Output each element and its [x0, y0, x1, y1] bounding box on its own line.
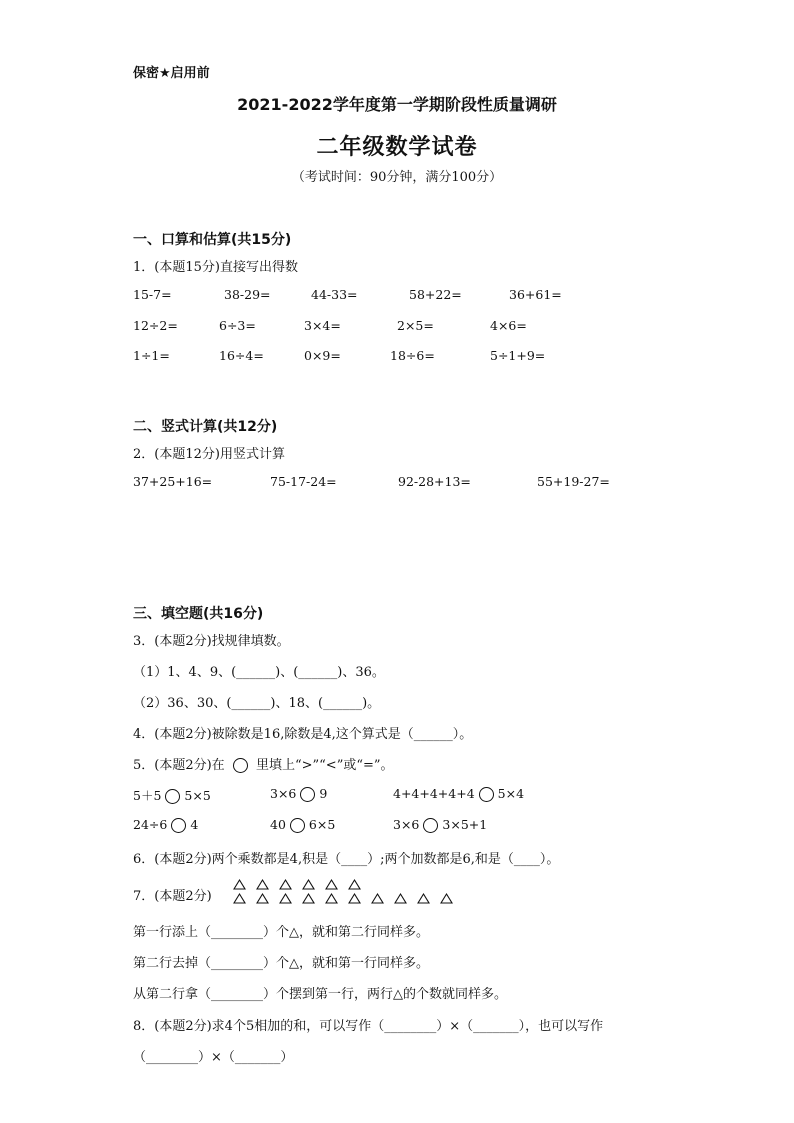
compare-right: 5×4: [497, 786, 525, 801]
vertical-calc-item: 75-17-24=: [270, 474, 337, 489]
compare-item: [133, 817, 198, 833]
row2-triangle-icon: [372, 894, 383, 903]
oral-calc-item: 15-7=: [133, 287, 172, 302]
compare-left: 3×6: [393, 817, 420, 832]
compare-right: 9: [319, 786, 328, 801]
vertical-calc-item: 55+19-27=: [537, 474, 610, 489]
section-3-title: 三、填空题(共16分): [133, 606, 264, 622]
compare-item: [270, 817, 335, 833]
oral-calc-item: 0×9=: [304, 348, 341, 363]
question-5-line: [133, 754, 394, 773]
question-1-label: 1．(本题15分)直接写出得数: [133, 260, 298, 275]
row2-triangle-icon: [257, 894, 268, 903]
question-3-label: 3．(本题2分)找规律填数。: [133, 634, 290, 649]
answer-circle[interactable]: [479, 787, 494, 802]
oral-calc-item: 44-33=: [311, 287, 358, 302]
row1-triangle-icon: [303, 880, 314, 889]
compare-left: 24÷6: [133, 817, 168, 832]
row1-triangle-icon: [280, 880, 291, 889]
row2-triangle-icon: [349, 894, 360, 903]
compare-right: 4: [190, 817, 199, 832]
compare-left: 40: [270, 817, 286, 832]
compare-right: 6×5: [308, 817, 336, 832]
section-2-title: 二、竖式计算(共12分): [133, 419, 278, 435]
row2-triangle-icon: [234, 894, 245, 903]
compare-item: [393, 786, 524, 802]
answer-circle[interactable]: [290, 818, 305, 833]
question-3-part-1: （1）1、4、9、(______)、(______)、36。: [133, 665, 385, 680]
row1-triangle-icon: [349, 880, 360, 889]
oral-calc-item: 5÷1+9=: [490, 348, 546, 363]
confidential-label: 保密★启用前: [133, 66, 210, 81]
row2-triangle-icon: [395, 894, 406, 903]
compare-left: 3×6: [270, 786, 297, 801]
compare-right: 5×5: [184, 788, 211, 803]
row2-triangle-icon: [280, 894, 291, 903]
row1-triangle-icon: [257, 880, 268, 889]
question-4: 4．(本题2分)被除数是16,除数是4,这个算式是（______）。: [133, 727, 473, 742]
row2-triangle-icon: [303, 894, 314, 903]
compare-left: 5＋5: [133, 788, 162, 803]
question-7-line-2: 第二行去掉（________）个△，就和第一行同样多。: [133, 956, 429, 971]
row1-triangle-icon: [326, 880, 337, 889]
row2-triangle-icon: [326, 894, 337, 903]
exam-title: 二年级数学试卷: [316, 135, 478, 160]
row2-triangle-icon: [418, 894, 429, 903]
row2-triangle-icon: [441, 894, 452, 903]
oral-calc-item: 4×6=: [490, 318, 527, 333]
answer-circle[interactable]: [171, 818, 186, 833]
question-7-line-1: 第一行添上（________）个△，就和第二行同样多。: [133, 925, 429, 940]
answer-circle[interactable]: [165, 789, 180, 804]
question-6: 6．(本题2分)两个乘数都是4,积是（____）;两个加数都是6,和是（____）。: [133, 852, 560, 867]
question-7-line-3: 从第二行拿（________）个摆到第一行，两行△的个数就同样多。: [133, 987, 507, 1002]
exam-heading: 2021-2022学年度第一学期阶段性质量调研: [237, 95, 557, 114]
oral-calc-item: 3×4=: [304, 318, 341, 333]
question-8-line-1: 8．(本题2分)求4个5相加的和，可以写作（________）×（_______），也可以写作: [133, 1019, 604, 1034]
vertical-calc-item: 37+25+16=: [133, 474, 213, 489]
compare-item: [133, 786, 211, 804]
question-7-label: 7．(本题2分): [133, 889, 212, 904]
oral-calc-item: 18÷6=: [390, 348, 435, 363]
oral-calc-item: 1÷1=: [133, 348, 170, 363]
oral-calc-item: 36+61=: [509, 287, 562, 302]
oral-calc-item: 2×5=: [397, 318, 434, 333]
oral-calc-item: 6÷3=: [219, 318, 256, 333]
triangle-rows: [230, 877, 470, 907]
section-1-title: 一、口算和估算(共15分): [133, 232, 292, 248]
compare-right: 3×5+1: [442, 817, 488, 832]
question-3-part-2: （2）36、30、(______)、18、(______)。: [133, 696, 381, 711]
question-2-label: 2．(本题12分)用竖式计算: [133, 447, 285, 462]
answer-circle[interactable]: [300, 787, 315, 802]
question-8-line-2: （________）×（_______）: [133, 1050, 294, 1065]
oral-calc-item: 16÷4=: [219, 348, 264, 363]
compare-item: [270, 786, 327, 802]
compare-left: 4+4+4+4+4: [393, 786, 475, 801]
question-5-prefix: 5．(本题2分)在: [133, 758, 225, 773]
oral-calc-item: 38-29=: [224, 287, 271, 302]
oral-calc-item: 58+22=: [409, 287, 462, 302]
vertical-calc-item: 92-28+13=: [398, 474, 471, 489]
row1-triangle-icon: [234, 880, 245, 889]
compare-item: [393, 817, 487, 833]
oral-calc-item: 12÷2=: [133, 318, 178, 333]
question-5-suffix: 里填上“>”“<”或“=”。: [255, 758, 394, 773]
answer-circle[interactable]: [423, 818, 438, 833]
exam-time-note: （考试时间：90分钟，满分100分）: [291, 170, 503, 185]
blank-circle-icon: [233, 758, 248, 773]
